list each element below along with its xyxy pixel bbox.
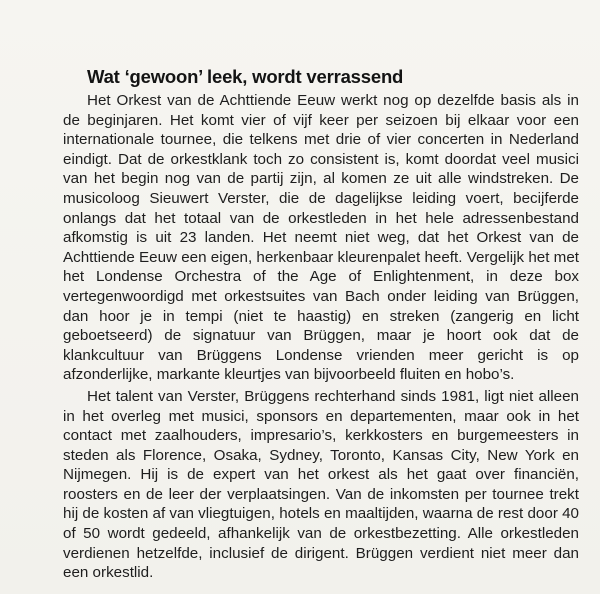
article — [63, 66, 579, 583]
article-paragraph-1: Het Orkest van de Achttiende Eeuw werkt nog op dezelfde basis als in de beginjaren. Het komt vier of vijf keer per seizoen bij elkaar voor een internationale tournee, die telkens met drie of vier concerten in Nederland eindigt. Dat de orkestklank toch zo consistent is, komt doordat veel musici van het begin nog van de partij zijn, al komen ze uit alle windstreken. De musicoloog Sieuwert Verster, die de dagelijkse leiding voert, becijferde onlangs dat het totaal van de orkestleden in het hele adressenbestand afkomstig is uit 23 landen. Het neemt niet weg, dat het Orkest van de Achttiende Eeuw een eigen, herkenbaar kleurenpalet heeft. Vergelijk het met het Londense Orchestra of the Age of Enlightenment, in deze box vertegenwoordigd met orkestsuites van Bach onder leiding van Brüggen, dan hoor je in tempi (niet te haastig) en streken (zangerig en licht geboetseerd) de signatuur van Brüggen, maar je hoort ook dat de klankcultuur van Brüggens Londense vrienden meer gericht is op afzonderlijke, markante kleurtjes van bijvoorbeeld fluiten en hobo’s. — [63, 92, 579, 384]
article-heading: Wat ‘gewoon’ leek, wordt verrassend — [87, 66, 404, 87]
article-paragraph-2: Het talent van Verster, Brüggens rechterhand sinds 1981, ligt niet alleen in het overleg met musici, sponsors en departementen, maar ook in het contact met zaalhouders, impresario’s, kerkkosters en burgemeesters in steden als Florence, Osaka, Sydney, Toronto, Kansas City, New York en Nijmegen. Hij is de expert van het orkest als het gaat over financiën, roosters en de leer der verplaatsingen. Van de inkomsten per tournee trekt hij de kosten af van vliegtuigen, hotels en maaltijden, waarna de rest door 40 of 50 wordt gedeeld, afhankelijk van de orkestbezetting. Alle orkestleden verdienen hetzelfde, inclusief de dirigent. Brüggen verdient niet meer dan een orkestlid. — [63, 387, 579, 582]
